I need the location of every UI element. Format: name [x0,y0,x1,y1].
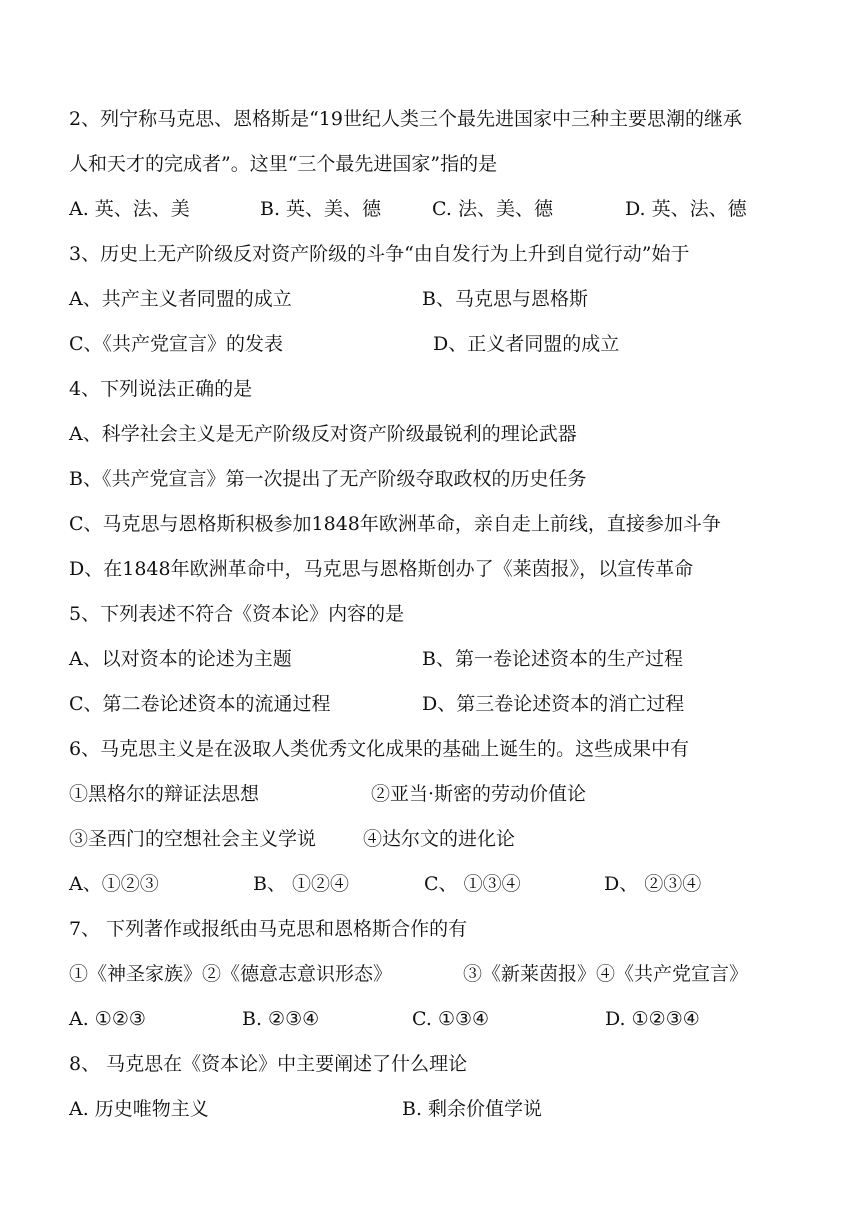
q6-stem-text: 6、马克思主义是在汲取人类优秀文化成果的基础上诞生的。这些成果中有 [69,738,690,760]
q7-option-a: A. ①②③ [69,1008,146,1030]
q2-stem-text-2: 人和天才的完成者”。这里“三个最先进国家”指的是 [69,153,498,175]
q7-option-b: B. ②③④ [242,1008,320,1030]
q6-item-3: ③圣西门的空想社会主义学说 [69,828,317,850]
q7-option-d: D. ①②③④ [605,1008,700,1030]
q5-option-b: B、第一卷论述资本的生产过程 [422,648,683,670]
q7-items-1-2: ①《神圣家族》②《德意志意识形态》 [69,963,393,985]
q2-option-b: B. 英、美、德 [260,198,382,220]
q3-stem-text: 3、历史上无产阶级反对资产阶级的斗争“由自发行为上升到自觉行动”始于 [69,243,690,265]
q3-option-b: B、马克思与恩格斯 [422,288,588,310]
q7-stem-text: 7、 下列著作或报纸由马克思和恩格斯合作的有 [69,918,468,940]
q4-stem-text: 4、下列说法正确的是 [69,378,253,400]
q3-option-a: A、共产主义者同盟的成立 [69,288,292,310]
q7-option-c: C. ①③④ [412,1008,490,1030]
q4-option-d: D、在1848年欧洲革命中，马克思与恩格斯创办了《莱茵报》，以宣传革命 [69,558,694,580]
q8-option-b: B. 剩余价值学说 [402,1098,543,1120]
q6-item-2: ②亚当·斯密的劳动价值论 [371,783,587,805]
q6-option-c: C、 ①③④ [424,873,521,895]
q6-option-b: B、 ①②④ [253,873,350,895]
q4-option-c: C、马克思与恩格斯积极参加1848年欧洲革命，亲自走上前线，直接参加斗争 [69,513,721,535]
q8-option-a: A. 历史唯物主义 [69,1098,209,1120]
q4-option-a: A、科学社会主义是无产阶级反对资产阶级最锐利的理论武器 [69,423,577,445]
q8-stem-text: 8、 马克思在《资本论》中主要阐述了什么理论 [69,1053,468,1075]
q5-option-d: D、第三卷论述资本的消亡过程 [422,693,685,715]
q2-stem-text-1: 2、列宁称马克思、恩格斯是“19世纪人类三个最先进国家中三种主要思潮的继承 [69,108,742,130]
q5-option-a: A、以对资本的论述为主题 [69,648,292,670]
q2-option-a: A. 英、法、美 [69,198,190,220]
q3-option-c: C、《共产党宣言》的发表 [69,333,284,355]
q6-item-1: ①黑格尔的辩证法思想 [69,783,260,805]
q6-item-4: ④达尔文的进化论 [363,828,516,850]
q6-option-d: D、 ②③④ [604,873,702,895]
q2-option-c: C. 法、美、德 [432,198,553,220]
q4-option-b: B、《共产党宣言》第一次提出了无产阶级夺取政权的历史任务 [69,468,587,490]
q6-option-a: A、①②③ [69,873,159,895]
q5-stem-text: 5、下列表述不符合《资本论》内容的是 [69,603,405,625]
q5-option-c: C、第二卷论述资本的流通过程 [69,693,331,715]
q7-items-3-4: ③《新莱茵报》④《共产党宣言》 [463,963,749,985]
q2-option-d: D. 英、法、德 [625,198,747,220]
q3-option-d: D、正义者同盟的成立 [433,333,620,355]
